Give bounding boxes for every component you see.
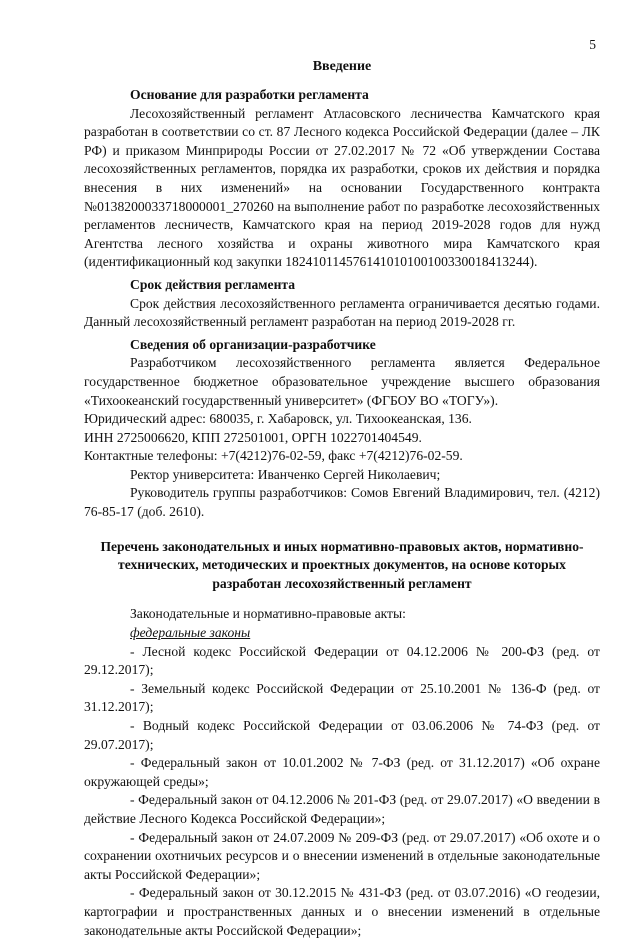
- section-heading-term: Срок действия регламента: [130, 276, 296, 292]
- paragraph-basis: Лесохозяйственный регламент Атласовского лесничества Камчатского края разработан в соответствии со ст. 87 Лесного кодекса Российской Федерации (далее – ЛК РФ) и приказом Минприроды России от 27.02.2017 № 72 «Об утверждении Состава лесохозяйственных регламентов, порядка их разработки, сроков их действия и порядка внесения в них изменений» на основании Государственного контракта №0138200033718000001_270260 на выполнение работ по разработке лесохозяйственных регламентов лесничеств, Камчатского края на период 2019-2028 годов для нужд Агентства лесного хозяйства и охраны животного мира Камчатского края (идентификационный код закупки 182410114576141010100100330018413244).: [84, 105, 600, 270]
- list-item: - Лесной кодекс Российской Федерации от 04.12.2006 № 200-ФЗ (ред. от 29.12.2017);: [84, 643, 600, 678]
- page-content: [84, 58, 600, 940]
- section-heading-developer: Сведения об организации-разработчике: [130, 336, 376, 352]
- docs-subheading: федеральные законы: [130, 625, 251, 641]
- section-heading-docs: Перечень законодательных и иных нормативно-правовых актов, нормативно-технических, методических и проектных документов, на основе которых разработан лесохозяйственный регламент: [100, 538, 584, 591]
- developer-address: Юридический адрес: 680035, г. Хабаровск, ул. Тихоокеанская, 136.: [84, 411, 472, 427]
- list-item: - Федеральный закон от 04.12.2006 № 201-ФЗ (ред. от 29.07.2017) «О введении в действие Лесного Кодекса Российской Федерации»;: [84, 792, 600, 826]
- docs-leadin: Законодательные и нормативно-правовые акты:: [130, 606, 406, 622]
- list-item: - Федеральный закон от 10.01.2002 № 7-ФЗ (ред. от 31.12.2017) «Об охране окружающей среды»;: [84, 755, 600, 789]
- page-number: 5: [589, 37, 596, 52]
- section-heading-basis: Основание для разработки регламента: [130, 87, 369, 102]
- page-title: Введение: [312, 59, 372, 74]
- paragraph-term: Срок действия лесохозяйственного регламента ограничивается десятью годами. Данный лесохозяйственный регламент разработан на период 2019-2028 гг.: [84, 295, 600, 330]
- developer-ids: ИНН 2725006620, КПП 272501001, ОРГН 1022701404549.: [84, 429, 422, 445]
- developer-phones: Контактные телефоны: +7(4212)76-02-59, факс +7(4212)76-02-59.: [84, 448, 463, 464]
- developer-rector: Ректор университета: Иванченко Сергей Николаевич;: [130, 466, 441, 482]
- list-item: - Федеральный закон от 24.07.2009 № 209-ФЗ (ред. от 29.07.2017) «Об охоте и о сохранении охотничьих ресурсов и о внесении изменений в отдельные законодательные акты Российской Федерации»;: [84, 829, 600, 882]
- developer-head: Руководитель группы разработчиков: Сомов Евгений Владимирович, тел. (4212) 76-85-17 (доб. 2610).: [84, 485, 600, 520]
- list-item: - Федеральный закон от 30.12.2015 № 431-ФЗ (ред. от 03.07.2016) «О геодезии, картографии и пространственных данных и о внесении изменений в отдельные законодательные акты Российской Федерации»;: [84, 885, 600, 938]
- list-item: - Водный кодекс Российской Федерации от 03.06.2006 № 74-ФЗ (ред. от 29.07.2017);: [84, 718, 600, 752]
- paragraph-developer: Разработчиком лесохозяйственного регламента является Федеральное государственное бюджетное образовательное учреждение высшего образования «Тихоокеанский государственный университет» (ФГБОУ ВО «ТОГУ»).: [84, 355, 600, 408]
- list-item: - Земельный кодекс Российской Федерации от 25.10.2001 № 136-Ф (ред. от 31.12.2017);: [84, 680, 600, 715]
